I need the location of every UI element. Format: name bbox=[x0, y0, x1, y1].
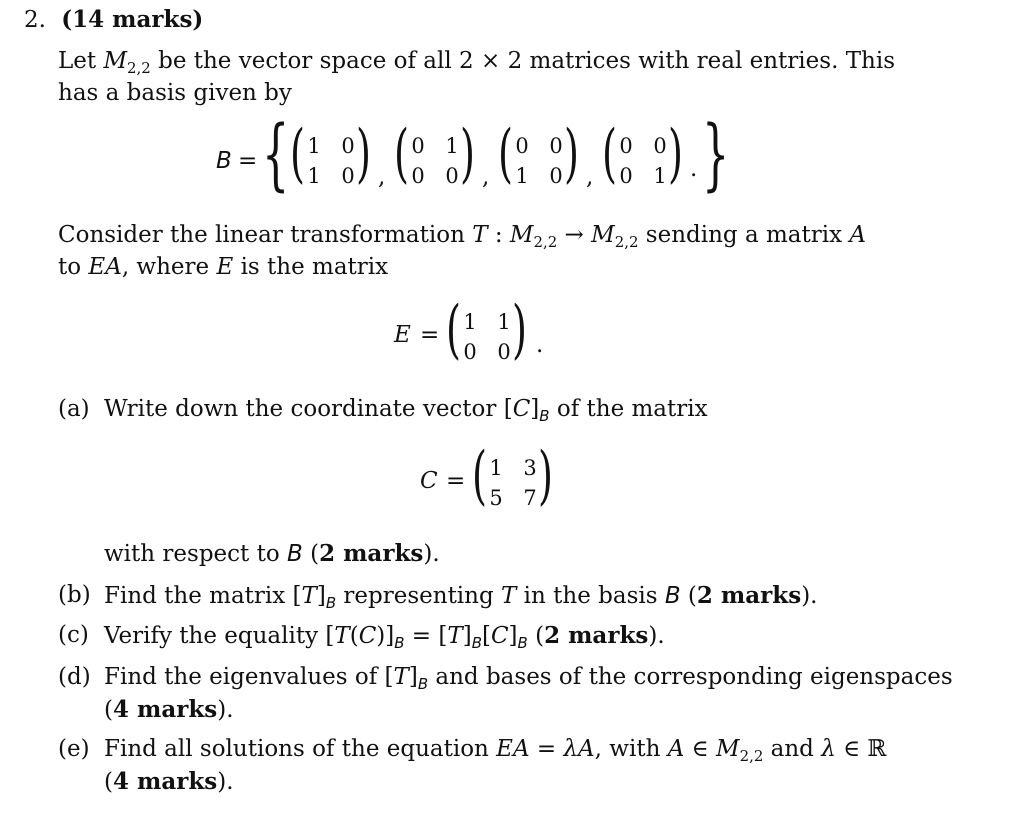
part-d-text: Find the eigenvalues of $[T]_B$ and bases of the corresponding eigenspaces bbox=[104, 664, 953, 694]
part-e-continued: (4 marks). bbox=[104, 768, 234, 795]
E-label: E bbox=[394, 322, 411, 348]
C-b: 3 bbox=[523, 456, 537, 480]
part-e-text: Find all solutions of the equation EA = λA, with A ∈ $M_{2,2}$ and λ ∈ ℝ bbox=[104, 736, 887, 766]
basis-m4-b: 0 bbox=[653, 134, 667, 158]
question-number: 2. bbox=[24, 7, 46, 33]
E-d: 0 bbox=[497, 340, 511, 364]
part-d-label: (d) bbox=[58, 664, 91, 690]
basis-m2-c: 0 bbox=[411, 164, 425, 188]
basis-m3-d: 0 bbox=[549, 164, 563, 188]
C-d: 7 bbox=[523, 486, 537, 510]
intro-line-2: has a basis given by bbox=[58, 80, 292, 106]
C-a: 1 bbox=[489, 456, 503, 480]
part-a-label: (a) bbox=[58, 396, 90, 422]
part-e-label: (e) bbox=[58, 736, 90, 762]
basis-m4-a: 0 bbox=[619, 134, 633, 158]
basis-m1-a: 1 bbox=[307, 134, 321, 158]
E-c: 0 bbox=[463, 340, 477, 364]
C-label: C bbox=[420, 468, 438, 494]
consider-line-1: Consider the linear transformation T : $M_{2,2} \to M_{2,2}$ sending a matrix A bbox=[58, 222, 866, 252]
part-c-label: (c) bbox=[58, 622, 89, 648]
part-b-label: (b) bbox=[58, 582, 91, 608]
basis-label: B bbox=[216, 148, 232, 174]
consider-line-2: to EA, where E is the matrix bbox=[58, 254, 389, 280]
basis-m2-a: 0 bbox=[411, 134, 425, 158]
part-b-text: Find the matrix $[T]_B$ representing T in the basis B (2 marks). bbox=[104, 582, 818, 613]
basis-open-brace: { bbox=[262, 110, 290, 200]
question-marks: (14 marks) bbox=[61, 6, 204, 33]
basis-m3-b: 0 bbox=[549, 134, 563, 158]
basis-m2-d: 0 bbox=[445, 164, 459, 188]
basis-m2-b: 1 bbox=[445, 134, 459, 158]
E-b: 1 bbox=[497, 310, 511, 334]
basis-m1-d: 0 bbox=[341, 164, 355, 188]
basis-m3-c: 1 bbox=[515, 164, 529, 188]
basis-equals: = bbox=[238, 148, 258, 174]
part-c-text: Verify the equality $[T(C)]_B = [T]_B[C]_B$ (2 marks). bbox=[104, 622, 665, 653]
basis-m1-c: 1 bbox=[307, 164, 321, 188]
basis-m4-d: 1 bbox=[653, 164, 667, 188]
part-a-text: Write down the coordinate vector $[C]_B$ of the matrix bbox=[104, 396, 708, 426]
basis-m1-b: 0 bbox=[341, 134, 355, 158]
basis-m3-a: 0 bbox=[515, 134, 529, 158]
intro-line-1: Let $M_{2,2}$ be the vector space of all 2 × 2 matrices with real entries. This bbox=[58, 48, 896, 78]
basis-m4-c: 0 bbox=[619, 164, 633, 188]
basis-close-brace: } bbox=[702, 110, 730, 200]
question-header bbox=[24, 6, 203, 35]
E-a: 1 bbox=[463, 310, 477, 334]
part-a-continued: with respect to B (2 marks). bbox=[104, 540, 440, 567]
part-d-continued: (4 marks). bbox=[104, 696, 234, 723]
C-c: 5 bbox=[489, 486, 503, 510]
